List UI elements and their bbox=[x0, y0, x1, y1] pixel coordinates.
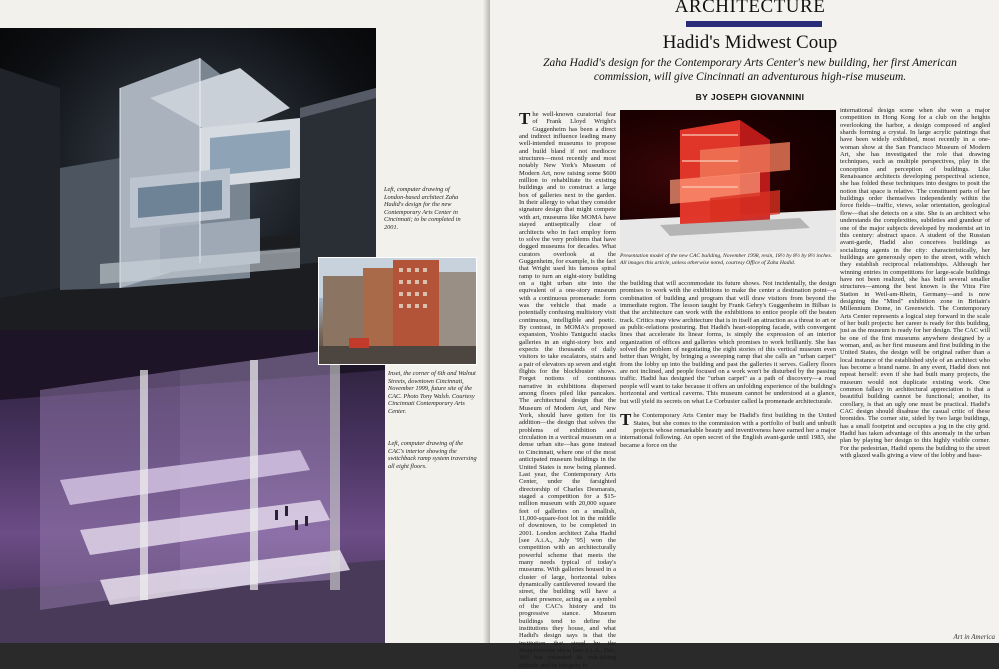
page-footer-publication: Art in America bbox=[953, 633, 995, 641]
body-col1-rest: What curators overlook at the Guggenheim, for example, is the fact that Wright used his famous spiral ramp to turn an eight-story building on a tight urban site into the equivalent of a one-story museum with a continuous promenade: form was the vehicle that made a potentially confusing multistory visit continuous, intelligible and poetic. By contrast, in MOMA's proposed expansion, Yoshio Taniguchi stacks galleries in an eight-story box and expects the thousands of daily visitors to take escalators, stairs and a pair of elevators up seven and eight flights for the blockbuster shows. Forget notions of continuous narrative in exhibitions dispersed among floors piled like pancakes. The architectural design that the Museum of Modern Art, and New York, should have gotten for its addition—the design that solves the problems of exhibition and circulation in a vertical museum on a dense urban site—has gone instead to Cincinnati, where one of the most anticipated museum buildings in the United States is now being planned. Last year, the Contemporary Arts Center, under the farsighted directorship of Charles Desmarais, staged a competition for a $15-million museum with 20,000 square feet of galleries on a smallish, 11,000-square-foot lot in the middle of downtown, to be completed in 2001. London architect Zaha Hadid [see A.i.A., July '95] won the competition with an architecturally powerful scheme that meets the many needs typical of today's museums. With galleries housed in a cluster of large, horizontal tubes dynamically cantilevered toward the street, the building will have a radiant presence, acting as a symbol of the CAC's history and its progressive stance. Museum buildings tend to define the institutions they house, and what Hadid's design says is that the institution that stood by the Mapplethorpe show [see A.i.A., Dec. '90] has extended its risk-taking attitude and its integrity to bbox=[519, 243, 616, 669]
model-photo-caption: Presentation model of the new CAC building, November 1998, resin, 18½ by 8½ by 8½ inches. All images this article, unless otherwise noted, courtesy Office of Zaha Hadid. bbox=[620, 253, 833, 266]
section-rule bbox=[686, 21, 822, 27]
drop-cap-1: T bbox=[519, 109, 531, 128]
body-col3: international design scene when she won a major competition in Hong Kong for a club on the heights overlooking the harbor, a design composed of angled shards forming a crystal. In large acrylic paintings that have been widely exhibited, most recently in a one-woman show at the San Francisco Museum of Modern Art, she has investigated the role that drawing techniques, such as multiple perspectives, play in the conception and perception of buildings. Like Renaissance architects developing perspectival science, she has folded these techniques into designs to posit the notion that space is relative. The constituent parts of her buildings order themselves independently within the force fields—traffic, views, solar orientation, geological flow—that she detects on a site. She is an architect who understands the complexities, subtleties and grandeur of one of the major subjects developed by modernist art in this century: abstract space. A student of the Russian avant-garde, Hadid also conceives buildings as socializing agents in the city: characteristically, her buildings are generously open to the street, with which they establish reciprocal relationships. Although her winning entries in competitions for large-scale buildings have not been realized, she has built several smaller structures—among the best known is the Vitra Fire Station in Weil-am-Rhein, Germany—and is now designing the "Mind" exhibition zone in Britain's Millennium Dome, in Greenwich. The Contemporary Arts Center represents a logical step forward in the scale of her built projects: her career is ready for this building, just as the museum is ready for her design. The CAC will be one of the first museums anywhere designed by a woman, and, as her first museum and first building in the United States, the design will be original rather than a local instance of the established style of an architect who has become a brand name. In any event, Hadid does not repeat herself: even if she had built many projects, the museum would not duplicate existing work. One common fallacy in architectural appreciation is that a beautiful building cannot be functional; another, its corollary, is that an ugly one must be practical. Hadid's CAC design should disabuse the casual critic of these bromides. The corner site, sided by two large buildings, has a small footprint and occupies a jog in the city grid. Hadid has taken advantage of this anomaly in the urban plan by playing her design to this highly visible corner. For the pedestrian, Hadid opens the building to the street with glazed walls giving a view of the lobby and base- bbox=[840, 107, 990, 460]
body-column-3 bbox=[840, 107, 990, 643]
caption-bottom-render: Left, computer drawing of the CAC's interior showing the switchback ramp system traversing all eight floors. bbox=[388, 440, 477, 470]
article-byline: BY JOSEPH GIOVANNINI bbox=[695, 92, 805, 102]
right-page bbox=[490, 0, 999, 669]
body-col1-top: he well-known curatorial fear of Frank Lloyd Wright's Guggenheim has been a direct and indirect influence leading many well-intended museums to propose and build bland if not mediocre structures—most recently and most notably New York's Museum of Modern Art, now raising some $600 million to rehabilitate its existing buildings and to construct a large box of galleries next to the garden. In their allergy to what they consider signature design that might compete with art, museums like MOMA have stayed antiseptically clear of architects who in fact employ form to solve the very problems that have dogged museums for decades. bbox=[519, 111, 616, 251]
interior-ramp-graphic bbox=[0, 330, 385, 643]
interior-render-image bbox=[0, 330, 385, 643]
drop-cap-2: T bbox=[620, 410, 632, 430]
body-column-1 bbox=[519, 109, 616, 669]
site-photo-inset bbox=[318, 257, 477, 365]
body-col2: the building that will accommodate its future shows. Not incidentally, the design promises to work with the exhibitions to make the center a destination point—a combination of building and program that will draw visitors from beyond the immediate region. The lesson taught by Frank Gehry's Guggenheim in Bilbao is that the architecture can work with the exhibitions to entice people off the beaten track. Critics may view architecture that is in itself an attraction as a threat to art or as public-relations posturing. But Hadid's heart-stopping facade, with convergent lines that accelerate its linear forms, is simply the expression of an interior organization of offices and galleries which promises to work brilliantly. She has solved the problem of negotiating the eight stories of this vertical museum even better than Wright, by bringing a sweeping ramp that she calls an "urban carpet" from the lobby up into the building and past the galleries it serves. Gallery floors are not inclined, and people focused on a work won't be disturbed by the passing traffic. Hadid has designed the "urban carpet" as a path of discovery—a road people will want to take because it offers an unfolding experience of the building's horizontal and vertical caverns. This museum cannot be understood at a glance, but will yield its secrets on what Le Corbusier called la promenade architecturale. bbox=[620, 280, 836, 405]
model-photo-image bbox=[620, 110, 836, 252]
section-label: ARCHITECTURE bbox=[674, 0, 826, 17]
street-corner-graphic bbox=[319, 258, 476, 364]
left-page bbox=[0, 0, 490, 643]
caption-top-render: Left, computer drawing of London-based architect Zaha Hadid's design for the new Contemporary Arts Center in Cincinnati; to be completed in 2001. bbox=[384, 186, 461, 231]
article-headline: Hadid's Midwest Coup bbox=[662, 32, 838, 53]
body-col2-lower: he Contemporary Arts Center may be Hadid's first building in the United States, but she comes to the commission with a portfolio of built and unbuilt projects whose remarkable beauty and inventiveness have earned her a major international following. An open secret of the English avant-garde until 1983, she became a force on the bbox=[620, 412, 836, 449]
resin-model-graphic bbox=[620, 110, 836, 252]
body-column-2 bbox=[620, 280, 836, 643]
caption-inset-photo: Inset, the corner of 6th and Walnut Streets, downtown Cincinnati, November 1999, future site of the CAC. Photo Tony Walsh. Courtesy Cincinnati Contemporary Arts Center. bbox=[388, 370, 476, 415]
article-dek: Zaha Hadid's design for the Contemporary Arts Center's new building, her first American commission, will give Cincinnati an adventurous high-rise museum. bbox=[543, 57, 957, 83]
